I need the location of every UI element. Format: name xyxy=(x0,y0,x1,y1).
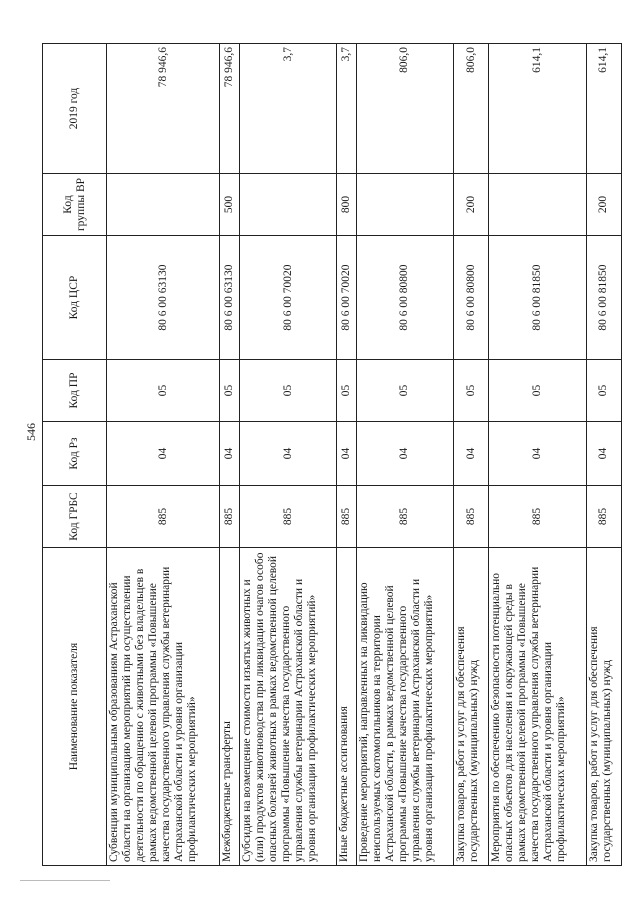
row-grbs: 885 xyxy=(586,486,621,548)
table-row xyxy=(220,44,239,866)
row-name: Субсидия на возмещение стоимости изъятых животных и (или) продуктов животноводства при ликвидации очагов особо опасных болезней животных в рамках ведомственной целевой программы «Повышение качества государственного управления службы ветеринарии Астраханской области и уровня организации профилактических мероприятий» xyxy=(239,548,337,866)
row-rz: 04 xyxy=(356,422,454,486)
row-year: 3,7 xyxy=(337,44,356,174)
budget-table xyxy=(42,43,622,866)
row-grbs: 885 xyxy=(454,486,489,548)
budget-table-container xyxy=(42,44,622,866)
page-number: 546 xyxy=(24,423,38,441)
row-rz: 04 xyxy=(239,422,337,486)
table-row xyxy=(356,44,454,866)
table-row xyxy=(586,44,621,866)
header-grbs: Код ГРБС xyxy=(43,486,107,548)
row-year: 614,1 xyxy=(489,44,587,174)
row-csr: 80 6 00 63130 xyxy=(107,236,220,360)
row-csr: 80 6 00 81850 xyxy=(586,236,621,360)
row-grbs: 885 xyxy=(337,486,356,548)
row-name: Закупка товаров, работ и услуг для обеспечения государственных (муниципальных) нужд xyxy=(586,548,621,866)
row-vr: 200 xyxy=(454,174,489,236)
row-name: Иные бюджетные ассигнования xyxy=(337,548,356,866)
row-rz: 04 xyxy=(220,422,239,486)
row-pr: 05 xyxy=(454,360,489,422)
row-vr: 800 xyxy=(337,174,356,236)
row-pr: 05 xyxy=(356,360,454,422)
header-pr: Код ПР xyxy=(43,360,107,422)
table-row xyxy=(337,44,356,866)
row-name: Проведение мероприятий, направленных на ликвидацию неиспользуемых скотомогильников на территории Астраханской области, в рамках ведомственной целевой программы «Повышение качества государственного управления службы ветеринарии Астраханской области и уровня организации профилактических мероприятий» xyxy=(356,548,454,866)
row-pr: 05 xyxy=(239,360,337,422)
row-grbs: 885 xyxy=(239,486,337,548)
header-rz: Код Рз xyxy=(43,422,107,486)
row-vr: 200 xyxy=(586,174,621,236)
row-name: Межбюджетные трансферты xyxy=(220,548,239,866)
row-year: 806,0 xyxy=(454,44,489,174)
row-vr: 500 xyxy=(220,174,239,236)
row-csr: 80 6 00 80800 xyxy=(454,236,489,360)
row-vr xyxy=(239,174,337,236)
scan-line xyxy=(20,880,110,881)
row-vr xyxy=(356,174,454,236)
row-rz: 04 xyxy=(586,422,621,486)
row-csr: 80 6 00 70020 xyxy=(239,236,337,360)
row-vr xyxy=(489,174,587,236)
row-grbs: 885 xyxy=(489,486,587,548)
row-csr: 80 6 00 81850 xyxy=(489,236,587,360)
row-rz: 04 xyxy=(337,422,356,486)
row-pr: 05 xyxy=(337,360,356,422)
row-pr: 05 xyxy=(220,360,239,422)
row-csr: 80 6 00 63130 xyxy=(220,236,239,360)
header-csr: Код ЦСР xyxy=(43,236,107,360)
row-pr: 05 xyxy=(107,360,220,422)
row-csr: 80 6 00 80800 xyxy=(356,236,454,360)
row-pr: 05 xyxy=(489,360,587,422)
row-vr xyxy=(107,174,220,236)
row-csr: 80 6 00 70020 xyxy=(337,236,356,360)
table-row xyxy=(239,44,337,866)
header-year: 2019 год xyxy=(43,44,107,174)
header-vr: Код группы ВР xyxy=(43,174,107,236)
table-row xyxy=(107,44,220,866)
table-row xyxy=(454,44,489,866)
row-pr: 05 xyxy=(586,360,621,422)
table-header-row xyxy=(43,44,107,866)
row-name: Закупка товаров, работ и услуг для обеспечения государственных (муниципальных) нужд xyxy=(454,548,489,866)
header-name: Наименование показателя xyxy=(43,548,107,866)
row-rz: 04 xyxy=(454,422,489,486)
row-name: Мероприятия по обеспечению безопасности потенциально опасных объектов для населения и окружающей среды в рамках ведомственной целевой программы «Повышение качества государственного управления службы ветеринарии Астраханской области и уровня организации профилактических мероприятий» xyxy=(489,548,587,866)
table-row xyxy=(489,44,587,866)
row-year: 806,0 xyxy=(356,44,454,174)
row-grbs: 885 xyxy=(220,486,239,548)
row-year: 3,7 xyxy=(239,44,337,174)
row-year: 614,1 xyxy=(586,44,621,174)
row-rz: 04 xyxy=(489,422,587,486)
row-grbs: 885 xyxy=(107,486,220,548)
row-rz: 04 xyxy=(107,422,220,486)
row-year: 78 946,6 xyxy=(220,44,239,174)
row-name: Субвенции муниципальным образованиям Астраханской области на организацию мероприятий при осуществлении деятельности по обращению с животными без владельцев в рамках ведомственной целевой программы «Повышение качества государственного управления службы ветеринарии Астраханской области и уровня организации профилактических мероприятий» xyxy=(107,548,220,866)
row-grbs: 885 xyxy=(356,486,454,548)
row-year: 78 946,6 xyxy=(107,44,220,174)
